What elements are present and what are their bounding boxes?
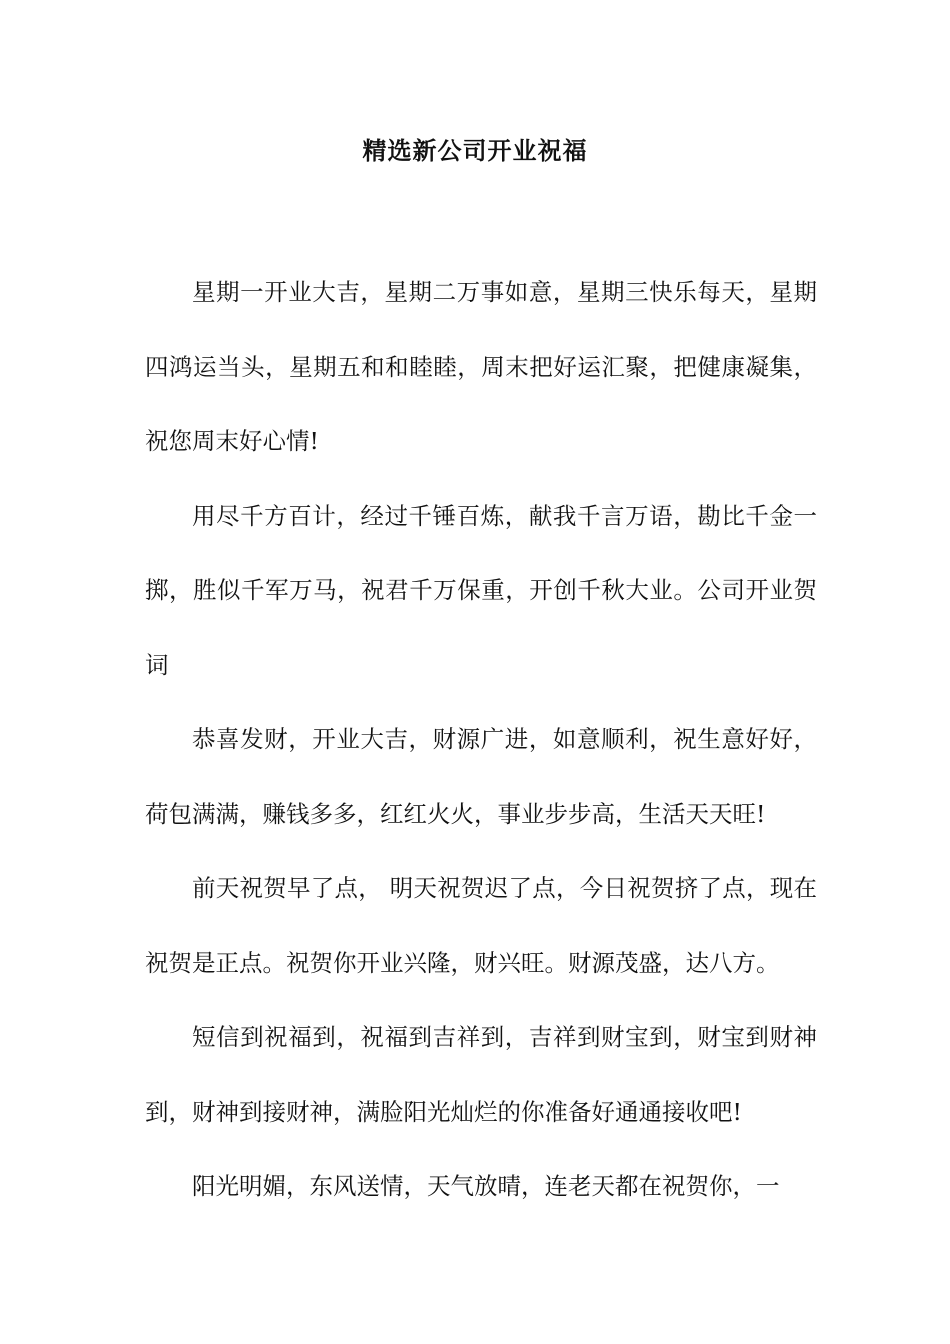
paragraph-3: 恭喜发财，开业大吉，财源广进，如意顺利，祝生意好好，荷包满满，赚钱多多，红红火火，事业步步高，生活天天旺! (145, 725, 817, 828)
paragraph-4: 前天祝贺早了点， 明天祝贺迟了点，今日祝贺挤了点，现在祝贺是正点。祝贺你开业兴隆，财兴旺。财源茂盛，达八方。 (145, 874, 817, 977)
paragraph-5: 短信到祝福到，祝福到吉祥到，吉祥到财宝到，财宝到财神到，财神到接财神，满脸阳光灿烂的你准备好通通接收吧! (145, 1023, 817, 1126)
document-body (145, 255, 817, 1224)
document-title: 精选新公司开业祝福 (362, 136, 588, 165)
paragraph-1: 星期一开业大吉，星期二万事如意，星期三快乐每天，星期四鸿运当头，星期五和和睦睦，周末把好运汇聚，把健康凝集，祝您周末好心情! (145, 278, 817, 455)
paragraph-6: 阳光明媚，东风送情，天气放晴，连老天都在祝贺你，一 (192, 1172, 780, 1200)
paragraph-2: 用尽千方百计，经过千锤百炼，献我千言万语，勘比千金一掷，胜似千军万马，祝君千万保重，开创千秋大业。公司开业贺词 (145, 501, 817, 679)
